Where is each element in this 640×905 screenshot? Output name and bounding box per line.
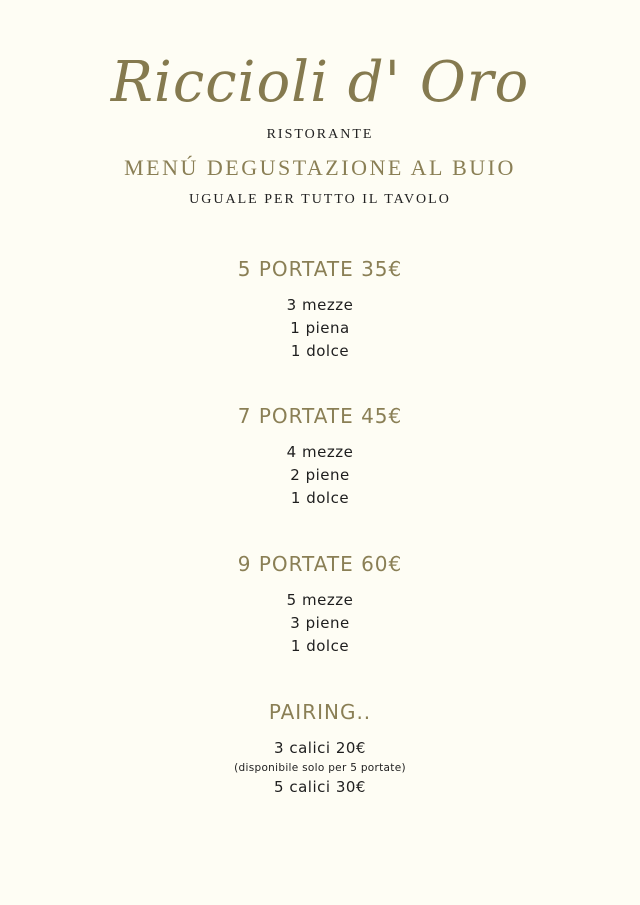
menu-section-5 xyxy=(0,254,640,363)
section-title: 5 PORTATE 35€ xyxy=(237,257,403,281)
menu-note: UGUALE PER TUTTO IL TAVOLO xyxy=(189,192,451,207)
menu-section-7 xyxy=(0,401,640,510)
pairing-option-note: (disponibile solo per 5 portate) xyxy=(234,762,406,774)
section-item: 1 dolce xyxy=(290,342,350,360)
pairing-option: 3 calici 20€ xyxy=(274,739,366,757)
pairing-title: PAIRING.. xyxy=(268,700,372,724)
restaurant-subtitle: RISTORANTE xyxy=(266,127,374,142)
section-title: 7 PORTATE 45€ xyxy=(237,404,403,428)
section-item: 4 mezze xyxy=(286,443,354,461)
section-item: 1 dolce xyxy=(290,637,350,655)
section-item: 1 piena xyxy=(290,319,350,337)
section-item: 1 dolce xyxy=(290,489,350,507)
section-item: 5 mezze xyxy=(286,591,354,609)
menu-name: MENÚ DEGUSTAZIONE AL BUIO xyxy=(124,155,516,180)
section-item: 3 mezze xyxy=(286,296,354,314)
section-title: 9 PORTATE 60€ xyxy=(237,552,403,576)
pairing-option: 5 calici 30€ xyxy=(274,778,366,796)
restaurant-name: Riccioli d' Oro xyxy=(110,50,530,115)
section-item: 3 piene xyxy=(290,614,350,632)
section-item: 2 piene xyxy=(290,466,350,484)
menu-section-9 xyxy=(0,549,640,658)
pairing-section xyxy=(0,697,640,799)
